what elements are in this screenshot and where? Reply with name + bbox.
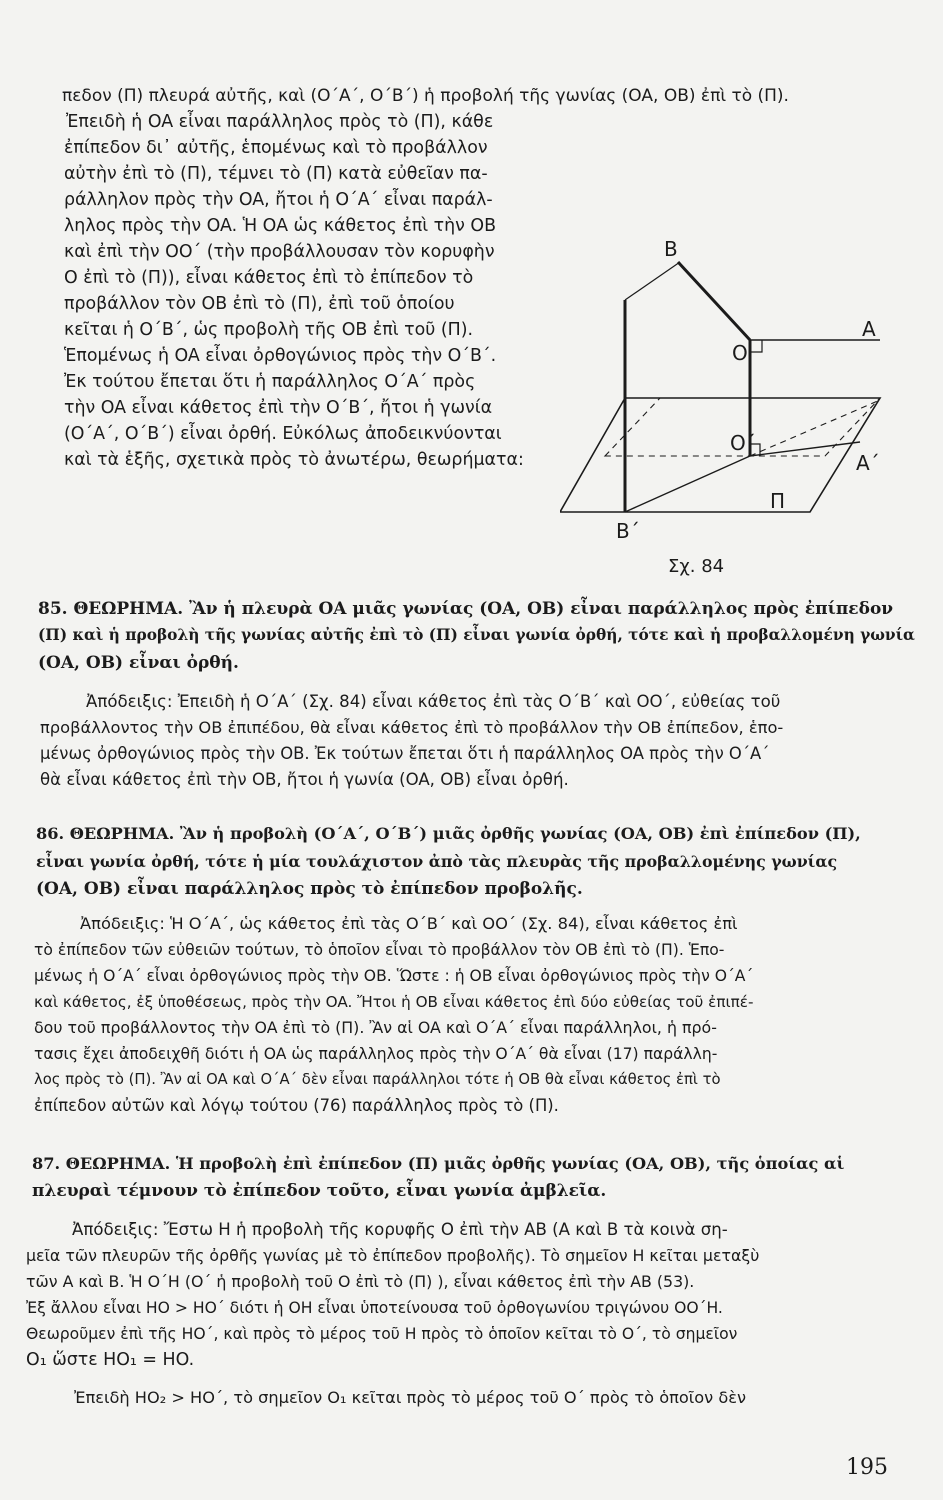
theorem-86-proof-line: τασις ἔχει ἀποδειχθῆ διότι ἡ OA ὡς παράλληλος πρὸς τὴν O΄A΄ θὰ εἶναι (17) παράλλη- [34, 1045, 718, 1063]
intro-line: Ἐπειδὴ ἡ OA εἶναι παράλληλος πρὸς τὸ (Π), κάθε [66, 112, 494, 132]
label-B-prime: B΄ [616, 519, 640, 543]
theorem-85-heading-line: 85. ΘΕΩΡΗΜΑ. Ἂν ἡ πλευρὰ OA μιᾶς γωνίας (OA, OB) εἶναι παράλληλος πρὸς ἐπίπεδον [38, 599, 894, 619]
intro-line: ἐπίπεδον δι᾽ αὐτῆς, ἑπομένως καὶ τὸ προβάλλον [64, 138, 488, 158]
plane-pi [560, 398, 880, 512]
theorem-86-proof-line: ἐπίπεδον αὐτῶν καὶ λόγῳ τούτου (76) παράλληλος πρὸς τὸ (Π). [34, 1096, 559, 1115]
theorem-85-heading-line: (OA, OB) εἶναι ὀρθή. [38, 653, 239, 673]
projecting-plane-edge [625, 262, 680, 300]
theorem-86-proof-line: δου τοῦ προβάλλοντος τὴν OA ἐπὶ τὸ (Π). Ἂν αἱ OA καὶ O΄A΄ εἶναι παράλληλοι, ἡ πρό- [34, 1018, 717, 1037]
theorem-87-proof-line: Ἀπόδειξις: Ἔστω H ἡ προβολὴ τῆς κορυφῆς O ἐπὶ τὴν AB (A καὶ B τὰ κοινὰ ση- [72, 1220, 728, 1239]
label-Pi: Π [770, 489, 786, 513]
intro-line: ράλληλον πρὸς τὴν OA, ἤτοι ἡ O΄A΄ εἶναι παράλ- [64, 190, 493, 210]
theorem-87-proof-line: O₁ ὥστε HO₁ = HO. [26, 1350, 195, 1370]
theorem-87-heading-line: πλευραὶ τέμνουν τὸ ἐπίπεδον τοῦτο, εἶναι γωνία ἀμβλεῖα. [32, 1181, 607, 1201]
intro-line: κεῖται ἡ O΄B΄, ὡς προβολὴ τῆς OB ἐπὶ τοῦ (Π). [64, 320, 474, 340]
intro-line: πεδον (Π) πλευρά αὐτῆς, καὶ (O΄A΄, O΄B΄) ἡ προβολή τῆς γωνίας (OA, OB) ἐπὶ τὸ (Π). [62, 86, 789, 106]
intro-line: αὐτὴν ἐπὶ τὸ (Π), τέμνει τὸ (Π) κατὰ εὐθεῖαν πα- [64, 164, 488, 184]
theorem-87-proof-line: Ἐξ ἄλλου εἶναι HO > HO΄ διότι ἡ OH εἶναι ὑποτείνουσα τοῦ ὀρθογωνίου τριγώνου OO΄H. [26, 1299, 723, 1317]
label-O: O [732, 341, 748, 365]
intro-line: καὶ τὰ ἑξῆς, σχετικὰ πρὸς τὸ ἀνωτέρω, θεωρήματα: [64, 450, 524, 470]
intro-line: Ἐκ τούτου ἔπεται ὅτι ἡ παράλληλος O΄A΄ πρὸς [64, 372, 476, 392]
theorem-86-proof-line: μένως ἡ O΄A΄ εἶναι ὀρθογώνιος πρὸς τὴν OB. Ὥστε : ἡ OB εἶναι ὀρθογώνιος πρὸς τὴν O΄A΄ [34, 967, 754, 985]
intro-line: Ἑπομένως ἡ OA εἶναι ὀρθογώνιος πρὸς τὴν O΄B΄. [64, 346, 497, 366]
theorem-86-proof-line: καὶ κάθετος, ἐξ ὑποθέσεως, πρὸς τὴν OA. Ἤτοι ἡ OB εἶναι κάθετος ἐπὶ δύο εὐθείας τοῦ ἐπιπέ- [34, 993, 754, 1011]
theorem-86-heading-line: 86. ΘΕΩΡΗΜΑ. Ἂν ἡ προβολὴ (O΄A΄, O΄B΄) μιᾶς ὀρθῆς γωνίας (OA, OB) ἐπὶ ἐπίπεδον (Π), [36, 824, 861, 843]
theorem-87-proof-line: μεῖα τῶν πλευρῶν τῆς ὀρθῆς γωνίας μὲ τὸ ἐπίπεδον προβολῆς). Τὸ σημεῖον H κεῖται μεταξὺ [26, 1246, 760, 1265]
theorem-86-heading-line: εἶναι γωνία ὀρθή, τότε ἡ μία τουλάχιστον ἀπὸ τὰς πλευρὰς τῆς προβαλλομένης γωνίας [36, 852, 838, 871]
intro-line: ληλος πρὸς τὴν OA. Ἡ OA ὡς κάθετος ἐπὶ τὴν OB [64, 216, 497, 236]
theorem-86-proof-line: λος πρὸς τὸ (Π). Ἂν αἱ OA καὶ O΄A΄ δὲν εἶναι παράλληλοι τότε ἡ OB θὰ εἶναι κάθετος ἐπὶ τὸ [34, 1071, 721, 1088]
label-A-prime: A΄ [856, 451, 880, 475]
intro-line: προβάλλον τὸν OB ἐπὶ τὸ (Π), ἐπὶ τοῦ ὁποίου [64, 294, 455, 314]
label-O-prime: O΄ [730, 431, 756, 455]
theorem-86-proof-line: τὸ ἐπίπεδον τῶν εὐθειῶν τούτων, τὸ ὁποῖον εἶναι τὸ προβάλλον τὸν OB ἐπὶ τὸ (Π). Ἑπο- [34, 941, 725, 959]
theorem-85-proof-line: θὰ εἶναι κάθετος ἐπὶ τὴν OB, ἤτοι ἡ γωνία (OA, OB) εἶναι ὀρθή. [40, 770, 569, 789]
theorem-86-proof-line: Ἀπόδειξις: Ἡ O΄A΄, ὡς κάθετος ἐπὶ τὰς O΄B΄ καὶ OO΄ (Σχ. 84), εἶναι κάθετος ἐπὶ [80, 914, 738, 933]
theorem-87-heading-line: 87. ΘΕΩΡΗΜΑ. Ἡ προβολὴ ἐπὶ ἐπίπεδον (Π) μιᾶς ὀρθῆς γωνίας (OA, OB), τῆς ὁποίας αἱ [32, 1154, 845, 1173]
page-number: 195 [846, 1455, 888, 1480]
right-angle-mark-O [750, 340, 762, 352]
intro-line: καὶ ἐπὶ τὴν OO΄ (τὴν προβάλλουσαν τὸν κορυφὴν [64, 242, 495, 262]
theorem-85-heading-line: (Π) καὶ ἡ προβολὴ τῆς γωνίας αὐτῆς ἐπὶ τὸ (Π) εἶναι γωνία ὀρθή, τότε καὶ ἡ προβαλλομένη γωνία [38, 626, 915, 644]
segment-O-prime-B-prime [625, 456, 750, 512]
intro-line: (O΄A΄, O΄B΄) εἶναι ὀρθή. Εὐκόλως ἀποδεικνύονται [64, 424, 502, 444]
theorem-87-proof-line: Ἐπειδὴ HO₂ > HO΄, τὸ σημεῖον O₁ κεῖται πρὸς τὸ μέρος τοῦ O΄ πρὸς τὸ ὁποῖον δὲν [74, 1388, 747, 1407]
theorem-85-proof-line: μένως ὀρθογώνιος πρὸς τὴν OB. Ἐκ τούτων ἔπεται ὅτι ἡ παράλληλος OA πρὸς τὴν O΄A΄ [40, 744, 770, 763]
label-B: B [664, 237, 678, 261]
theorem-87-proof-line: τῶν A καὶ B. Ἡ O΄H (O΄ ἡ προβολὴ τοῦ O ἐπὶ τὸ (Π) ), εἶναι κάθετος ἐπὶ τὴν AB (53). [26, 1272, 695, 1291]
theorem-85-proof-line: προβάλλοντος τὴν OB ἐπιπέδου, θὰ εἶναι κάθετος ἐπὶ τὸ προβάλλον τὴν OB ἐπίπεδον, ἑπο- [40, 718, 784, 737]
figure-caption: Σχ. 84 [668, 556, 725, 577]
theorem-85-proof-line: Ἀπόδειξις: Ἐπειδὴ ἡ O΄A΄ (Σχ. 84) εἶναι κάθετος ἐπὶ τὰς O΄B΄ καὶ OO΄, εὐθείας τοῦ [86, 692, 781, 711]
intro-line: O ἐπὶ τὸ (Π)), εἶναι κάθετος ἐπὶ τὸ ἐπίπεδον τὸ [64, 268, 474, 288]
label-A: A [862, 317, 876, 341]
segment-OB [678, 262, 750, 340]
theorem-87-proof-line: Θεωροῦμεν ἐπὶ τῆς HO΄, καὶ πρὸς τὸ μέρος τοῦ H πρὸς τὸ ὁποῖον κεῖται τὸ O΄, τὸ σημεῖον [26, 1325, 738, 1343]
figure-84 [560, 220, 890, 590]
theorem-86-heading-line: (OA, OB) εἶναι παράλληλος πρὸς τὸ ἐπίπεδον προβολῆς. [36, 879, 583, 899]
segment-O-prime-A-prime [750, 442, 860, 456]
intro-line: τὴν OA εἶναι κάθετος ἐπὶ τὴν O΄B΄, ἤτοι ἡ γωνία [64, 398, 493, 418]
